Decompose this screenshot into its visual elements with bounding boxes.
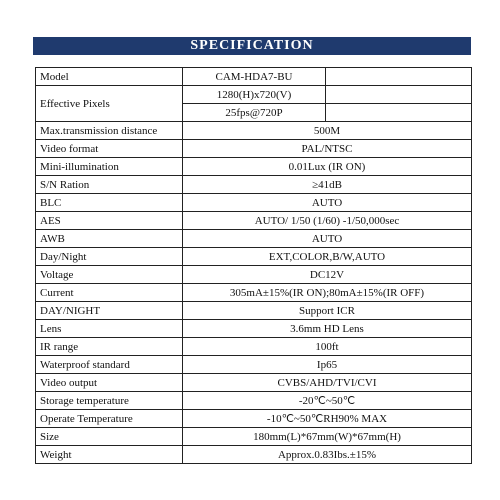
row-label: Mini-illumination [36,158,183,176]
row-label: Day/Night [36,248,183,266]
table-row [36,158,472,176]
table-row [36,284,472,302]
row-value-secondary: 25fps@720P [183,104,326,122]
row-value: 0.01Lux (IR ON) [183,158,472,176]
row-label: BLC [36,194,183,212]
row-value: AUTO [183,230,472,248]
row-value: AUTO/ 1/50 (1/60) -1/50,000sec [183,212,472,230]
table-row [36,248,472,266]
table-row [36,86,472,104]
row-label: Operate Temperature [36,410,183,428]
row-value: DC12V [183,266,472,284]
table-row [36,140,472,158]
row-value: Support ICR [183,302,472,320]
table-row [36,266,472,284]
row-value: 1280(H)x720(V) [183,86,326,104]
row-label: Weight [36,446,183,464]
table-row [36,194,472,212]
row-value: CVBS/AHD/TVI/CVI [183,374,472,392]
row-value: -20℃~50℃ [183,392,472,410]
row-label: Model [36,68,183,86]
row-value: 500M [183,122,472,140]
row-value: AUTO [183,194,472,212]
table-row [36,392,472,410]
row-label: IR range [36,338,183,356]
row-value: 305mA±15%(IR ON);80mA±15%(IR OFF) [183,284,472,302]
row-label: Waterproof standard [36,356,183,374]
row-value: EXT,COLOR,B/W,AUTO [183,248,472,266]
empty-cell [326,104,472,122]
specification-table [35,67,472,464]
table-row [36,356,472,374]
specification-header: SPECIFICATION [33,37,471,55]
row-value: Ip65 [183,356,472,374]
table-row [36,428,472,446]
empty-cell [326,86,472,104]
row-value: PAL/NTSC [183,140,472,158]
table-row [36,212,472,230]
row-label: Size [36,428,183,446]
row-label: Effective Pixels [36,86,183,122]
table-row [36,302,472,320]
table-row [36,374,472,392]
row-label: Voltage [36,266,183,284]
table-row [36,176,472,194]
table-row [36,122,472,140]
row-label: Max.transmission distance [36,122,183,140]
row-value: 180mm(L)*67mm(W)*67mm(H) [183,428,472,446]
table-row [36,230,472,248]
row-value: Approx.0.83Ibs.±15% [183,446,472,464]
row-label: DAY/NIGHT [36,302,183,320]
table-row [36,68,472,86]
row-value: ≥41dB [183,176,472,194]
row-label: Lens [36,320,183,338]
table-row [36,446,472,464]
row-label: AWB [36,230,183,248]
row-label: Storage temperature [36,392,183,410]
row-label: Current [36,284,183,302]
row-value: -10℃~50℃RH90% MAX [183,410,472,428]
table-row [36,338,472,356]
empty-cell [326,68,472,86]
table-row [36,320,472,338]
row-label: Video output [36,374,183,392]
row-value: 3.6mm HD Lens [183,320,472,338]
row-value: CAM-HDA7-BU [183,68,326,86]
row-label: Video format [36,140,183,158]
row-label: AES [36,212,183,230]
row-label: S/N Ration [36,176,183,194]
row-value: 100ft [183,338,472,356]
table-row [36,410,472,428]
